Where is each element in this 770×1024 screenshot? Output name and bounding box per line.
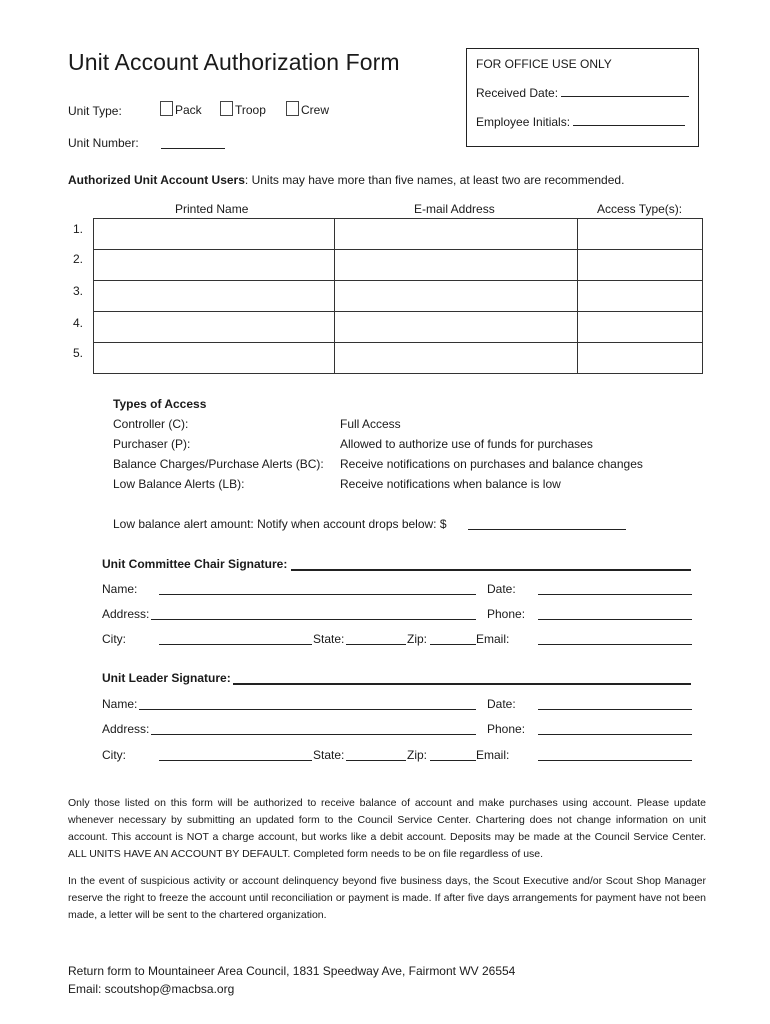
chair-city-field[interactable] <box>159 644 312 645</box>
chair-date-label: Date: <box>487 582 516 596</box>
unit-type-troop[interactable] <box>220 101 266 117</box>
row-number-2: 2. <box>73 252 84 266</box>
leader-name-field[interactable] <box>139 709 476 710</box>
unit-type-crew[interactable] <box>286 101 329 117</box>
email-cell[interactable] <box>334 343 578 374</box>
office-use-heading: FOR OFFICE USE ONLY <box>476 57 612 71</box>
chair-name-label: Name: <box>102 582 138 596</box>
leader-name-label: Name: <box>102 697 138 711</box>
access-desc-low-balance: Receive notifications when balance is low <box>340 477 561 491</box>
troop-checkbox[interactable] <box>220 101 233 116</box>
leader-city-field[interactable] <box>159 760 312 761</box>
printed-name-cell[interactable] <box>94 250 335 281</box>
employee-initials-field[interactable] <box>573 115 685 126</box>
employee-initials-label: Employee Initials: <box>476 115 571 129</box>
received-date-field[interactable] <box>561 86 689 97</box>
chair-address-field[interactable] <box>151 619 476 620</box>
leader-date-label: Date: <box>487 697 516 711</box>
leader-phone-label: Phone: <box>487 722 526 736</box>
column-access-types: Access Type(s): <box>597 202 683 216</box>
access-type-cell[interactable] <box>578 281 703 312</box>
chair-phone-field[interactable] <box>538 619 692 620</box>
chair-name-field[interactable] <box>159 594 476 595</box>
pack-label: Pack <box>175 103 202 117</box>
leader-signature-field[interactable] <box>233 683 691 685</box>
access-desc-purchaser: Allowed to authorize use of funds for purchases <box>340 437 593 451</box>
chair-zip-field[interactable] <box>430 644 476 645</box>
printed-name-cell[interactable] <box>94 312 335 343</box>
access-label-controller: Controller (C): <box>113 417 189 431</box>
chair-address-label: Address: <box>102 607 150 621</box>
form-title: Unit Account Authorization Form <box>68 49 400 75</box>
unit-type-pack[interactable] <box>160 101 202 117</box>
leader-city-label: City: <box>102 748 126 762</box>
leader-state-field[interactable] <box>346 760 406 761</box>
access-type-cell[interactable] <box>578 343 703 374</box>
leader-zip-label: Zip: <box>407 748 428 762</box>
leader-zip-field[interactable] <box>430 760 476 761</box>
column-email-address: E-mail Address <box>414 202 495 216</box>
table-row <box>94 281 703 312</box>
table-row <box>94 343 703 374</box>
access-label-low-balance: Low Balance Alerts (LB): <box>113 477 245 491</box>
row-number-1: 1. <box>73 222 84 236</box>
leader-signature-label: Unit Leader Signature: <box>102 671 231 685</box>
chair-date-field[interactable] <box>538 594 692 595</box>
table-row <box>94 219 703 250</box>
contact-email: Email: scoutshop@macbsa.org <box>68 982 235 996</box>
low-balance-alert-label: Low balance alert amount: Notify when account drops below: $ <box>113 517 447 531</box>
leader-address-field[interactable] <box>151 734 476 735</box>
access-desc-controller: Full Access <box>340 417 401 431</box>
email-cell[interactable] <box>334 281 578 312</box>
crew-label: Crew <box>301 103 330 117</box>
printed-name-cell[interactable] <box>94 281 335 312</box>
types-of-access-heading: Types of Access <box>113 397 207 411</box>
table-row <box>94 312 703 343</box>
access-label-purchaser: Purchaser (P): <box>113 437 191 451</box>
email-cell[interactable] <box>334 219 578 250</box>
access-label-balance-charges: Balance Charges/Purchase Alerts (BC): <box>113 457 324 471</box>
unit-number-label: Unit Number: <box>68 136 139 150</box>
leader-address-label: Address: <box>102 722 150 736</box>
chair-signature-field[interactable] <box>291 569 691 571</box>
unit-type-label: Unit Type: <box>68 104 122 118</box>
leader-phone-field[interactable] <box>538 734 692 735</box>
authorized-users-table <box>93 218 703 374</box>
chair-email-label: Email: <box>476 632 510 646</box>
row-number-4: 4. <box>73 316 84 330</box>
column-printed-name: Printed Name <box>175 202 249 216</box>
office-use-box <box>466 48 699 147</box>
row-number-5: 5. <box>73 346 84 360</box>
table-row <box>94 250 703 281</box>
leader-email-label: Email: <box>476 748 510 762</box>
authorized-users-heading-bold: Authorized Unit Account Users <box>68 173 245 187</box>
chair-zip-label: Zip: <box>407 632 428 646</box>
access-type-cell[interactable] <box>578 219 703 250</box>
row-number-3: 3. <box>73 284 84 298</box>
leader-date-field[interactable] <box>538 709 692 710</box>
leader-email-field[interactable] <box>538 760 692 761</box>
pack-checkbox[interactable] <box>160 101 173 116</box>
chair-city-label: City: <box>102 632 126 646</box>
received-date-label: Received Date: <box>476 86 559 100</box>
chair-signature-label: Unit Committee Chair Signature: <box>102 557 288 571</box>
chair-phone-label: Phone: <box>487 607 526 621</box>
return-address: Return form to Mountaineer Area Council, 1831 Speedway Ave, Fairmont WV 26554 <box>68 964 516 978</box>
access-type-cell[interactable] <box>578 312 703 343</box>
authorized-users-heading <box>68 173 624 187</box>
chair-state-label: State: <box>313 632 345 646</box>
low-balance-amount-field[interactable] <box>468 529 626 530</box>
printed-name-cell[interactable] <box>94 343 335 374</box>
authorization-policy-paragraph: Only those listed on this form will be authorized to receive balance of account and make purchases using account. Please update whenever necessary by submitting an updated form to the Council Service Center. Chartering does not change information on unit account. This account is NOT a charge account, but works like a debit account. Deposits may be made at the Council Service Center. ALL UNITS HAVE AN ACCOUNT BY DEFAULT. Completed form needs to be on file regardless of use. <box>68 797 706 860</box>
email-cell[interactable] <box>334 250 578 281</box>
chair-state-field[interactable] <box>346 644 406 645</box>
chair-email-field[interactable] <box>538 644 692 645</box>
suspicious-activity-paragraph: In the event of suspicious activity or account delinquency beyond five business days, the Scout Executive and/or Scout Shop Manager reserve the right to freeze the account until reconciliation or payment is made. If after five days arrangements for payment have not been made, a letter will be sent to the chartered organization. <box>68 875 706 921</box>
troop-label: Troop <box>235 103 266 117</box>
email-cell[interactable] <box>334 312 578 343</box>
access-type-cell[interactable] <box>578 250 703 281</box>
leader-state-label: State: <box>313 748 345 762</box>
printed-name-cell[interactable] <box>94 219 335 250</box>
crew-checkbox[interactable] <box>286 101 299 116</box>
unit-number-field[interactable] <box>161 148 225 149</box>
authorized-users-heading-rest: : Units may have more than five names, at least two are recommended. <box>244 173 625 187</box>
access-desc-balance-charges: Receive notifications on purchases and balance changes <box>340 457 643 471</box>
